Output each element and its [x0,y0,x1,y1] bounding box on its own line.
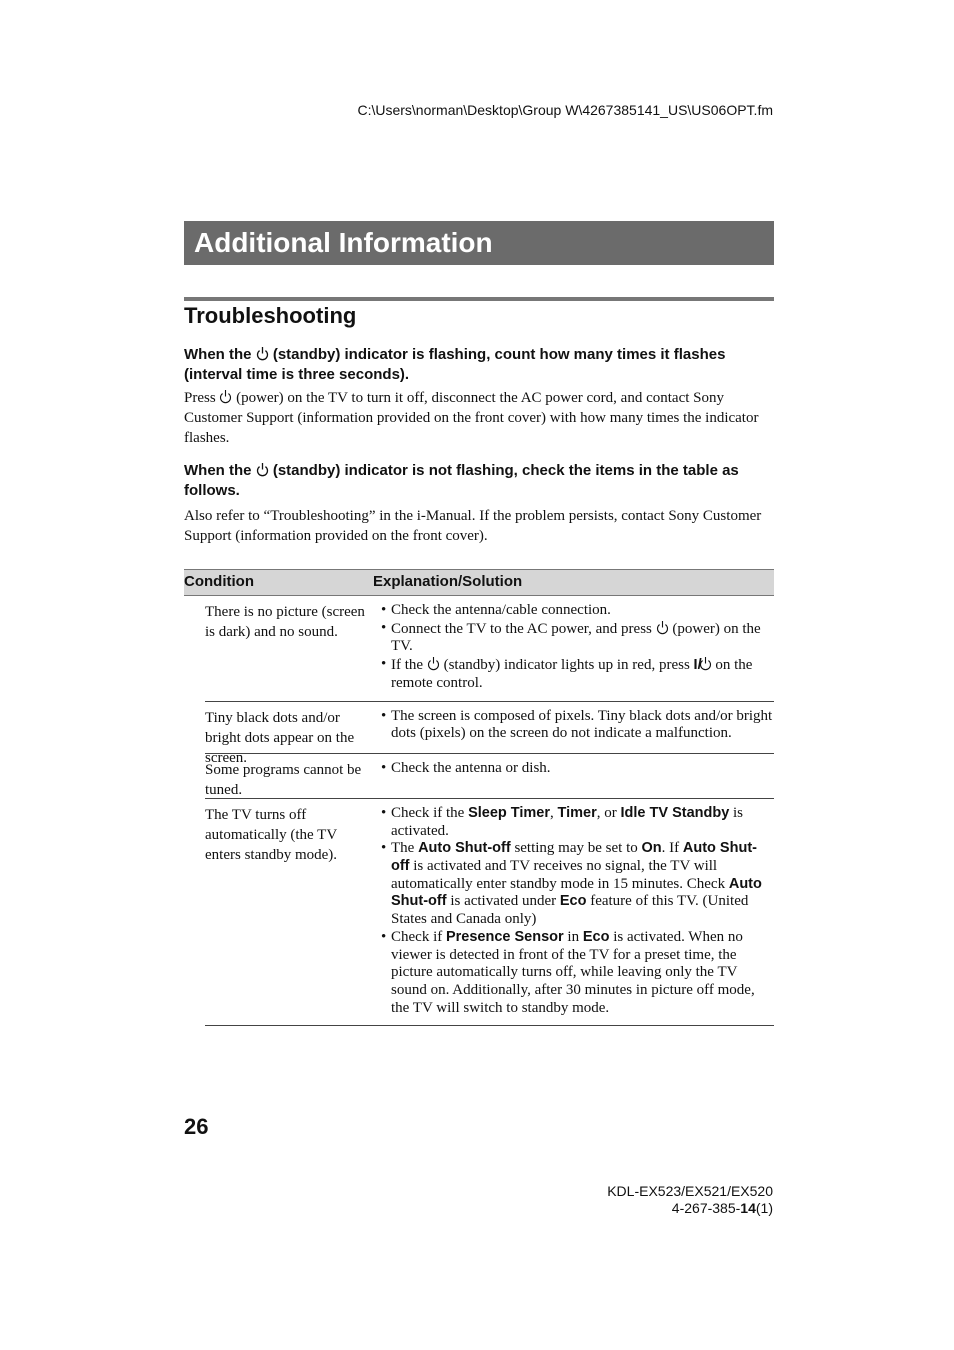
power-icon [256,346,269,361]
not-flashing-body: Also refer to “Troubleshooting” in the i-Manual. If the problem persists, contact Sony Customer Support (information provided on the front cover). [184,508,762,544]
bullet-text: is activated. [391,804,744,839]
power-icon [656,620,669,635]
bullet-text: Check if [391,928,443,945]
chapter-banner: Additional Information [184,221,774,265]
bullet-text: Check if the [391,804,465,821]
bullet-text: Check the antenna or dish. [391,759,551,776]
menu-term: Timer [557,804,597,821]
bullet-text: The screen is composed of pixels. Tiny black dots and/or bright dots (pixels) on the screen do not indicate a malfunction. [391,707,773,742]
part-number-post: (1) [755,1200,773,1216]
not-flashing-heading-pre: When the [184,462,252,479]
bullet-text: (standby) indicator lights up in red, press [443,657,690,674]
bullet-text: Connect the TV to the AC power, and press [391,620,652,637]
condition-cell: There is no picture (screen is dark) and no sound. [205,604,365,640]
menu-term: Sleep Timer [468,804,551,821]
part-number-pre: 4-267-385- [671,1200,741,1216]
section-rule [184,297,774,301]
bullet-text: feature of this TV. (United States and Canada only) [391,893,749,928]
solution-bullet [381,708,774,743]
flashing-body [184,388,774,448]
table-row [205,596,774,702]
flashing-heading [184,345,779,385]
bullet-text: (power) on the TV. [391,620,761,655]
flashing-body-pre: Press [184,390,216,406]
part-number-bold: 14 [740,1200,756,1216]
flashing-heading-pre: When the [184,346,252,363]
model-info [607,1183,773,1217]
bullet-text: Check the antenna/cable connection. [391,602,611,618]
condition-header: Condition [184,573,254,590]
solution-bullet [381,760,774,778]
flashing-heading-post: (standby) indicator is flashing, count how many times it flashes (interval time is three seconds). [184,346,726,383]
troubleshooting-table [184,569,774,1026]
bullet-text: If the [391,657,424,674]
bullet-text: is activated and TV receives no signal, the TV will automatically enter standby mode in 15 minutes. Check [391,858,726,892]
part-number [607,1200,773,1217]
table-row [205,754,774,799]
power-icon [256,462,269,477]
standby-icon [427,656,440,671]
solution-bullet [381,805,774,840]
solution-bullet [381,602,774,620]
page-number: 26 [184,1114,209,1139]
menu-term: Auto Shut-off [391,840,757,875]
file-path-header: C:\Users\norman\Desktop\Group W\4267385141_US\US06OPT.fm [357,102,773,118]
explanation-cell [381,596,774,701]
menu-term: Auto Shut-off [391,875,762,910]
menu-term: Eco [559,893,587,910]
bullet-text: on the remote control. [391,657,753,691]
explanation-cell [381,799,774,1025]
power-icon [219,389,232,404]
bullet-text: setting may be set to [514,840,638,857]
model-number: KDL-EX523/EX521/EX520 [607,1183,773,1199]
bullet-text: is activated under [450,893,557,910]
solution-bullet [381,840,774,929]
power-icon [699,656,712,671]
flashing-body-post: (power) on the TV to turn it off, disconnect the AC power cord, and contact Sony Customer Support (information provided on the front cover) with how many times the indicator flashes. [184,390,759,446]
bullet-text: The [391,840,415,857]
power-button-label: I/ [693,657,702,674]
bullet-text: in [567,928,580,945]
bullet-text: is activated. When no viewer is detected in front of the TV for a preset time, the picture automatically turns off, while leaving only the TV sound on. Additionally, after 30 minutes in picture off mode, the TV will switch to standby mode. [391,928,755,1016]
explanation-cell [381,702,774,753]
solution-bullet [381,620,774,656]
condition-cell: Tiny black dots and/or bright dots appear on the screen. [205,709,355,766]
menu-term: Auto Shut-off [418,840,511,857]
table-row [205,702,774,766]
menu-term: Idle TV Standby [620,804,730,821]
bullet-text: . If [661,840,680,857]
bullet-text: , or [596,804,617,821]
condition-cell: The TV turns off automatically (the TV enters standby mode). [205,806,338,863]
not-flashing-heading-post: (standby) indicator is not flashing, check the items in the table as follows. [184,462,739,499]
solution-bullet [381,929,774,1018]
condition-cell: Some programs cannot be tuned. [205,761,362,798]
explanation-cell [381,754,774,798]
table-row [205,799,774,1026]
not-flashing-heading [184,461,779,501]
menu-term: On [641,840,662,857]
explanation-header: Explanation/Solution [373,573,523,590]
solution-bullet [381,656,774,692]
menu-term: Presence Sensor [445,928,564,945]
menu-term: Eco [582,928,610,945]
section-title: Troubleshooting [184,303,357,328]
bullet-text: , [550,804,554,821]
table-header [184,569,774,596]
